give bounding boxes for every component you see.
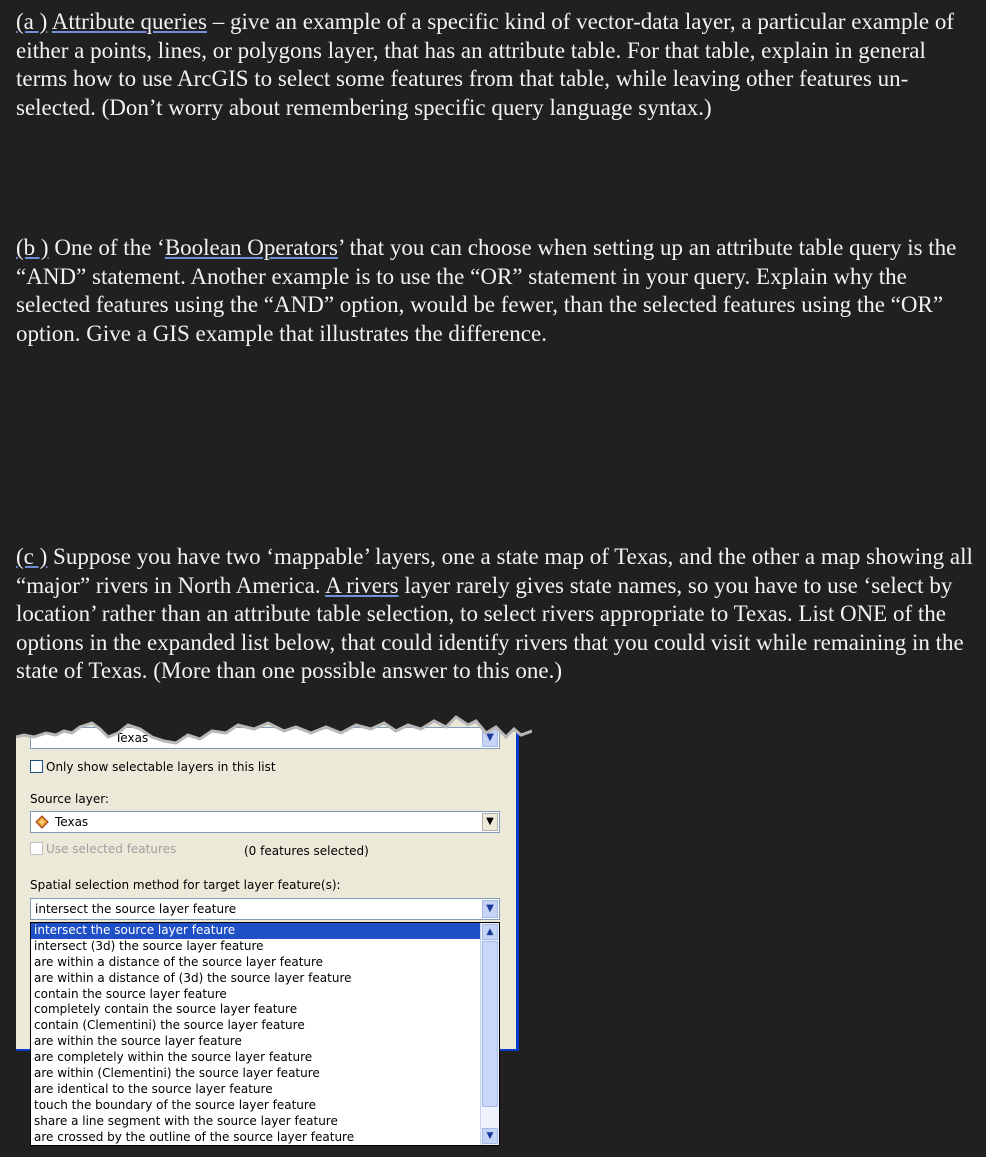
method-option[interactable]: are within (Clementini) the source layer feature <box>34 1066 320 1081</box>
attribute-queries-link[interactable]: Attribute queries <box>51 9 207 34</box>
source-layer-label: Source layer: <box>30 792 109 806</box>
method-options <box>31 923 499 1145</box>
a-rivers-link[interactable]: A rivers <box>325 572 399 598</box>
use-selected-label: Use selected features <box>46 842 177 856</box>
method-option[interactable]: touch the boundary of the source layer feature <box>34 1097 316 1112</box>
question-a-label: (a ) <box>16 9 48 34</box>
scroll-down-icon[interactable]: ▼ <box>482 1128 498 1144</box>
method-option[interactable]: intersect the source layer feature <box>31 923 499 939</box>
question-c-label: (c ) <box>16 544 48 569</box>
use-selected-row <box>30 842 176 856</box>
source-layer-combo[interactable] <box>30 811 500 833</box>
source-layer-value: Texas <box>55 815 89 829</box>
features-selected-count: (0 features selected) <box>244 844 369 858</box>
only-selectable-checkbox[interactable] <box>30 760 43 773</box>
question-b <box>16 234 974 348</box>
polygon-layer-icon <box>35 815 49 829</box>
target-layer-dropdown-icon[interactable]: ▼ <box>482 729 498 747</box>
question-b-label: (b ) <box>16 235 49 260</box>
method-label: Spatial selection method for target layer feature(s): <box>30 878 341 892</box>
question-c-text-before: Suppose you have two ‘mappable’ layers, one a state map of Texas, and the other a map showing all “major” rivers in North America. <box>16 544 973 598</box>
method-value: intersect the source layer feature <box>35 902 237 916</box>
source-layer-dropdown-icon[interactable]: ▼ <box>482 813 498 831</box>
only-selectable-row[interactable] <box>30 760 276 774</box>
select-by-location-dialog <box>16 713 519 1144</box>
method-option[interactable]: are identical to the source layer feature <box>34 1081 273 1096</box>
method-option[interactable]: are within a distance of the source layer feature <box>34 954 324 969</box>
method-option[interactable]: are completely within the source layer feature <box>34 1050 313 1065</box>
method-option[interactable]: are within a distance of (3d) the source layer feature <box>34 970 352 985</box>
question-a-text: – give an example of a specific kind of vector-data layer, a particular example of either a points, lines, or polygons layer, that has an attribute table. For that table, explain in general terms how to use ArcGIS to select some features from that table, while leaving other features un-selected. (Don’t worry about remembering specific query language syntax.) <box>16 9 955 120</box>
torn-edge-decoration <box>16 713 532 753</box>
method-combo[interactable] <box>30 898 500 920</box>
question-c-text-after: layer rarely gives state names, so you have to use ‘select by location’ rather than an attribute table selection, to select rivers appropriate to Texas. List ONE of the options in the expanded list below, that could identify rivers that you could visit while remaining in the state of Texas. (More than one possible answer to this one.) <box>16 572 964 683</box>
only-selectable-label: Only show selectable layers in this list <box>46 760 276 774</box>
method-option[interactable]: share a line segment with the source layer feature <box>34 1113 338 1128</box>
method-option[interactable]: are crossed by the outline of the source layer feature <box>34 1129 355 1144</box>
method-option[interactable]: are within the source layer feature <box>34 1034 242 1049</box>
question-c <box>16 543 974 686</box>
question-b-text-before: One of the ‘ <box>48 235 165 260</box>
boolean-operators-link[interactable]: Boolean Operators <box>164 235 338 260</box>
list-scrollbar[interactable] <box>480 923 499 1145</box>
method-option[interactable]: intersect (3d) the source layer feature <box>34 938 264 953</box>
target-layer-value: Texas <box>115 731 149 745</box>
use-selected-checkbox <box>30 842 43 855</box>
method-option[interactable]: contain the source layer feature <box>34 986 227 1001</box>
method-dropdown-icon[interactable]: ▼ <box>482 900 498 918</box>
scroll-up-icon[interactable]: ▲ <box>482 924 498 940</box>
scroll-thumb[interactable] <box>482 941 498 1107</box>
question-b-text-after: ’ that you can choose when setting up an attribute table query is the “AND” statement. Another example is to use the “OR” statement in your query. Explain why the selected features using the “AND” option, would be fewer, than the selected features using the “OR” option. Give a GIS example that illustrates the difference. <box>16 235 957 346</box>
method-option[interactable]: completely contain the source layer feature <box>34 1002 298 1017</box>
method-options-list[interactable] <box>30 922 500 1146</box>
method-option[interactable]: contain (Clementini) the source layer feature <box>34 1018 305 1033</box>
question-a <box>16 8 974 122</box>
